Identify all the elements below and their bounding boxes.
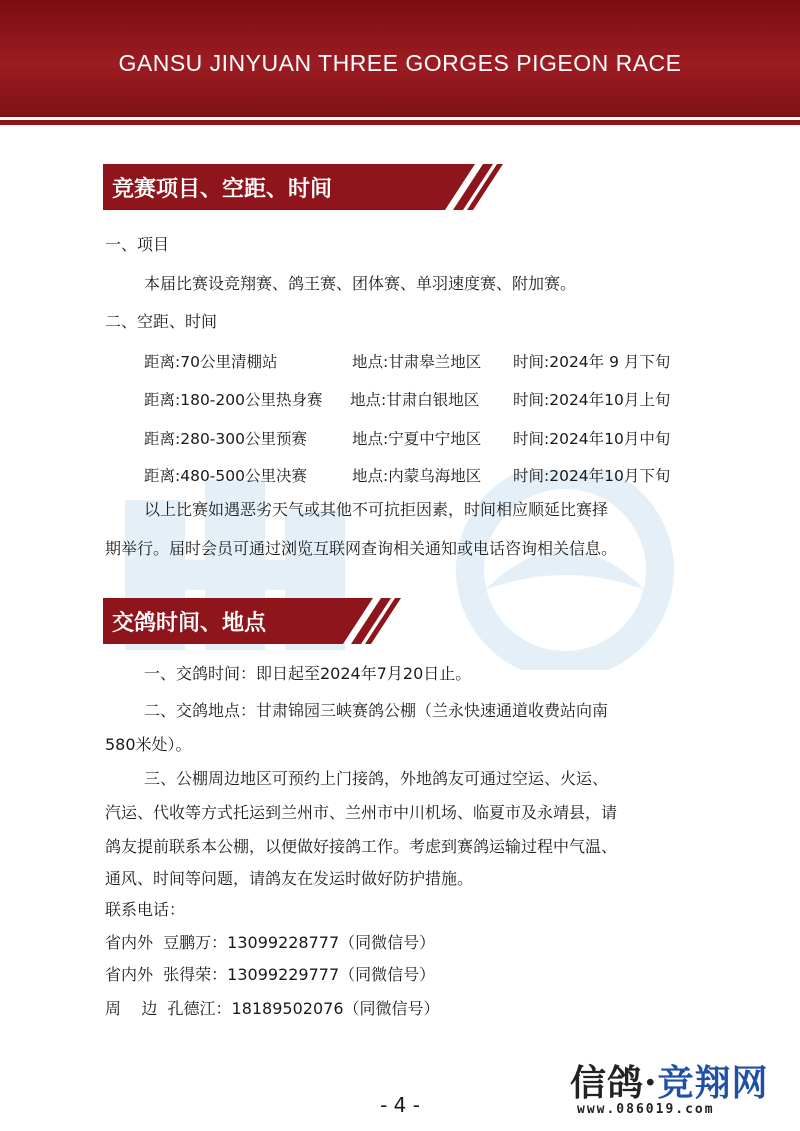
- section-title: 竞赛项目、空距、时间: [112, 177, 333, 202]
- page-number: - 4 -: [380, 1093, 420, 1117]
- schedule-note: 以上比赛如遇恶劣天气或其他不可抗拒因素，时间相应顺延比赛择: [144, 500, 609, 519]
- pickup-info: 鸽友提前联系本公棚，以便做好接鸽工作。考虑到赛鸽运输过程中气温、: [105, 837, 618, 856]
- header-divider-red: [0, 120, 800, 125]
- schedule-time: 时间:2024年10月上旬: [513, 391, 671, 409]
- logo-text-blue: 竞翔网: [657, 1062, 769, 1104]
- schedule-distance: 距离:180-200公里热身赛: [144, 391, 323, 409]
- delivery-time: 一、交鸽时间：即日起至2024年7月20日止。: [144, 664, 472, 683]
- page-header: [0, 0, 800, 117]
- schedule-location: 地点:甘肃皋兰地区: [352, 353, 482, 371]
- delivery-location: 二、交鸽地点：甘肃锦园三峡赛鸽公棚（兰永快速通道收费站向南: [144, 701, 609, 720]
- item-heading-events: 一、项目: [105, 235, 170, 254]
- contact-line: 周 边 孔德江：18189502076（同微信号）: [105, 999, 440, 1018]
- pickup-info: 通风、时间等问题，请鸽友在发运时做好防护措施。: [105, 869, 474, 888]
- contact-line: 省内外 张得荣：13099229777（同微信号）: [105, 965, 436, 984]
- schedule-time: 时间:2024年10月下旬: [513, 467, 671, 485]
- schedule-location: 地点:甘肃白银地区: [350, 391, 480, 409]
- schedule-distance: 距离:480-500公里决赛: [144, 467, 307, 485]
- logo-text-dark: 信鸽·: [570, 1062, 658, 1104]
- schedule-time: 时间:2024年 9 月下旬: [513, 353, 671, 371]
- schedule-distance: 距离:70公里清棚站: [144, 353, 278, 371]
- site-logo: [570, 1055, 769, 1106]
- item-heading-distance: 二、空距、时间: [105, 312, 218, 331]
- schedule-location: 地点:宁夏中宁地区: [352, 430, 482, 448]
- header-title: GANSU JINYUAN THREE GORGES PIGEON RACE: [118, 50, 682, 76]
- pickup-info: 三、公棚周边地区可预约上门接鸽，外地鸽友可通过空运、火运、: [144, 769, 609, 788]
- pickup-info: 汽运、代收等方式托运到兰州市、兰州市中川机场、临夏市及永靖县，请: [105, 803, 618, 822]
- delivery-location: 580米处）。: [105, 735, 192, 754]
- section-title: 交鸽时间、地点: [112, 611, 267, 636]
- schedule-distance: 距离:280-300公里预赛: [144, 430, 307, 448]
- schedule-location: 地点:内蒙乌海地区: [352, 467, 482, 485]
- events-text: 本届比赛设竞翔赛、鸽王赛、团体赛、单羽速度赛、附加赛。: [144, 274, 577, 293]
- schedule-time: 时间:2024年10月中旬: [513, 430, 671, 448]
- contact-heading: 联系电话：: [105, 900, 186, 919]
- schedule-note: 期举行。届时会员可通过浏览互联网查询相关通知或电话咨询相关信息。: [105, 539, 618, 558]
- site-url: www.086019.com: [577, 1102, 715, 1117]
- contact-line: 省内外 豆鹏万：13099228777（同微信号）: [105, 933, 436, 952]
